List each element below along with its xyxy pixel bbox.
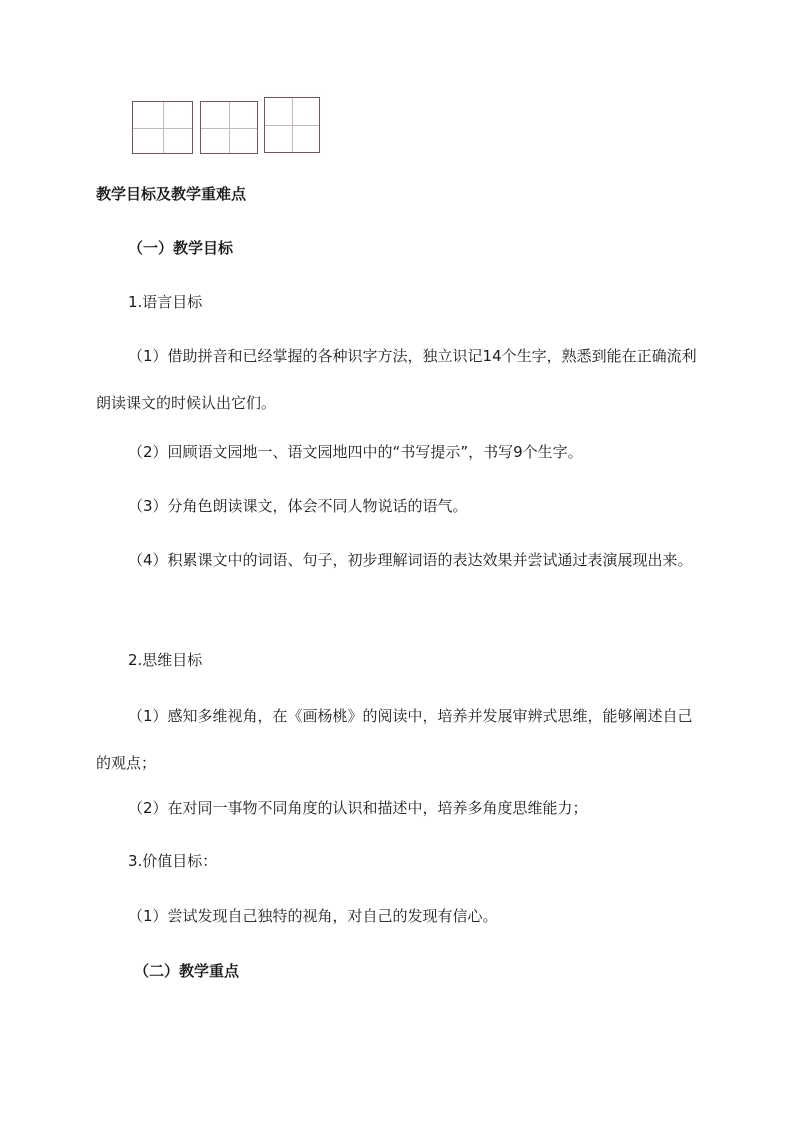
language-item-3: （3）分角色朗读课文，体会不同人物说话的语气。 bbox=[128, 497, 468, 515]
subsection-teaching-focus: （二）教学重点 bbox=[134, 962, 240, 980]
thinking-item-1: （1）感知多维视角，在《画杨桃》的阅读中，培养并发展审辨式思维，能够阐述自己的观点； bbox=[96, 707, 693, 772]
thinking-item-2: （2）在对同一事物不同角度的认识和描述中，培养多角度思维能力； bbox=[128, 799, 588, 817]
value-goal-heading: 3.价值目标： bbox=[128, 852, 218, 870]
language-goal-heading: 1.语言目标 bbox=[128, 293, 203, 311]
writing-grid-3 bbox=[264, 97, 320, 153]
thinking-goal-heading: 2.思维目标 bbox=[128, 651, 203, 669]
writing-grid-2 bbox=[200, 101, 258, 154]
language-item-1: （1）借助拼音和已经掌握的各种识字方法，独立识记14个生字，熟悉到能在正确流利朗读课文的时候认出它们。 bbox=[96, 347, 697, 412]
writing-grid-1 bbox=[132, 101, 193, 154]
section-title: 教学目标及教学重难点 bbox=[96, 185, 247, 203]
language-item-4: （4）积累课文中的词语、句子，初步理解词语的表达效果并尝试通过表演展现出来。 bbox=[128, 551, 693, 569]
language-item-2: （2）回顾语文园地一、语文园地四中的“书写提示”，书写9个生字。 bbox=[128, 443, 583, 461]
value-item-1: （1）尝试发现自己独特的视角，对自己的发现有信心。 bbox=[128, 907, 498, 925]
subsection-teaching-goals: （一）教学目标 bbox=[128, 239, 234, 257]
